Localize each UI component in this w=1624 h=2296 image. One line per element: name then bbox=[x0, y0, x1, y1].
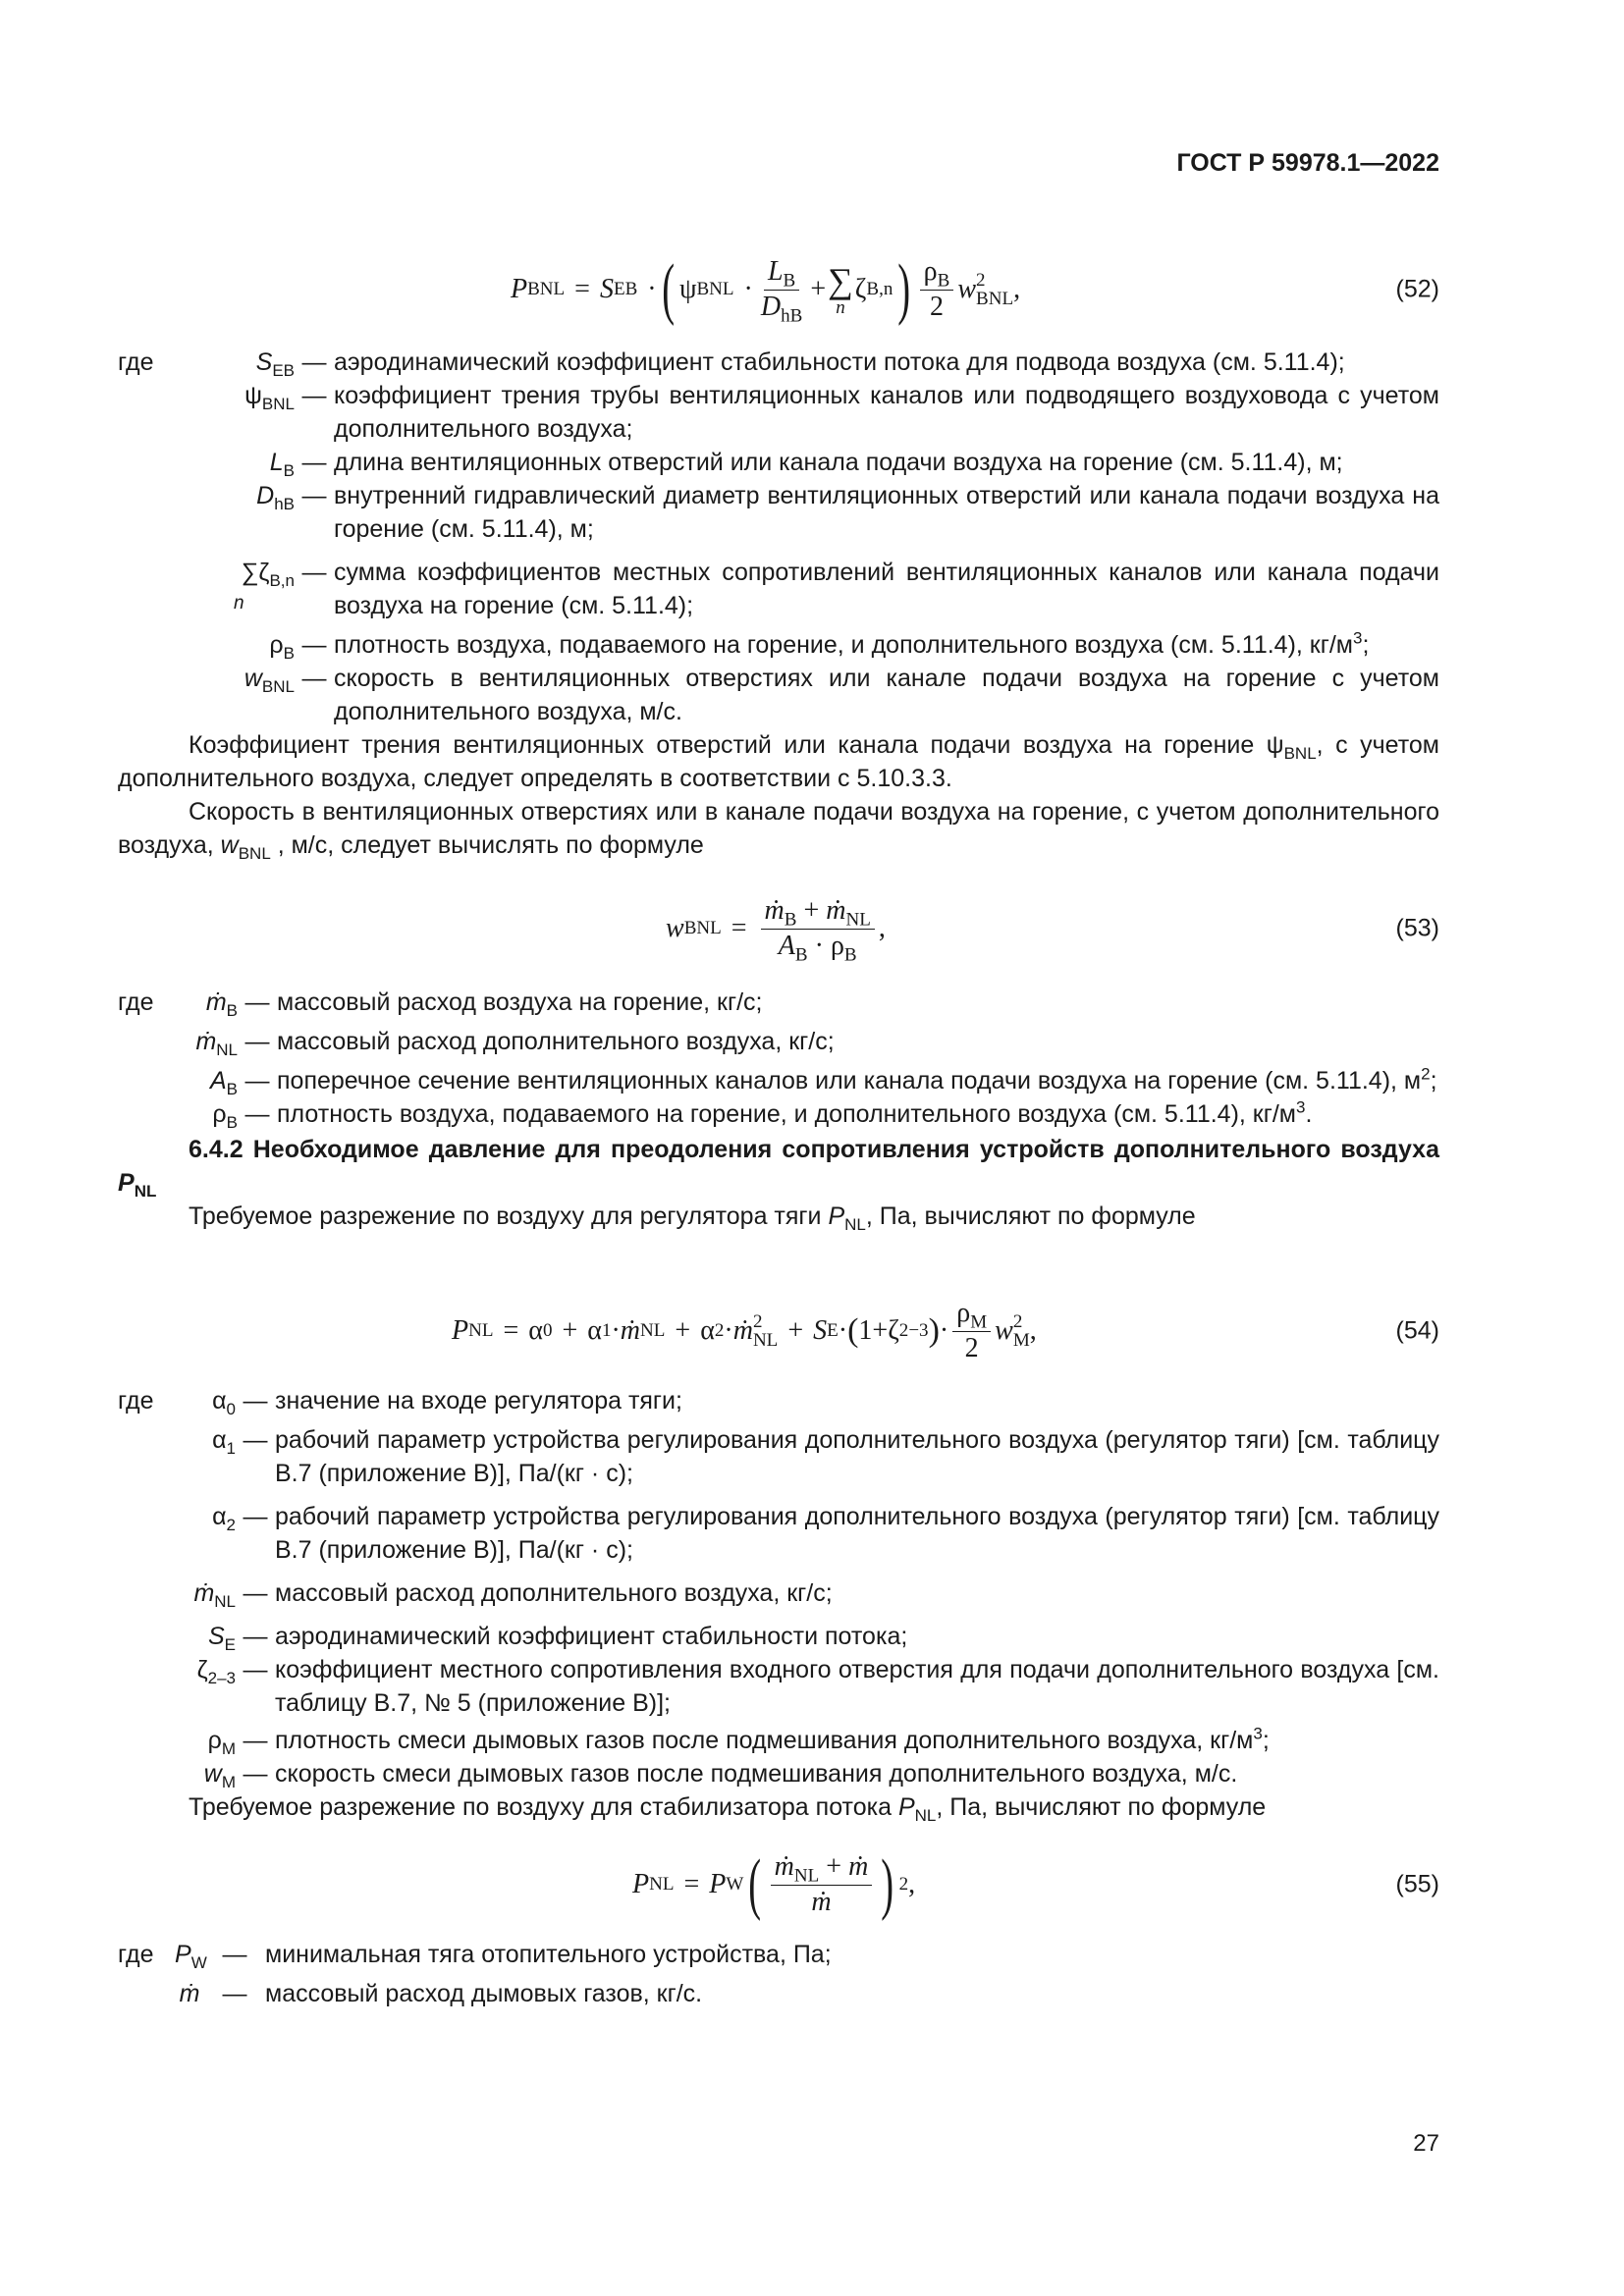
eq54-zeta: ζ bbox=[888, 1315, 899, 1346]
def-dash: — bbox=[222, 1980, 247, 2007]
def-dash: — bbox=[244, 1028, 270, 1055]
def-dash: — bbox=[243, 1426, 268, 1454]
section-title-text: 6.4.2 Необходимое давление для преодоления сопротивления устройств дополнительного воздуха bbox=[189, 1136, 1439, 1163]
para1-text-a: Коэффициент трения вентиляционных отверстий или канала подачи воздуха на горение ψ bbox=[189, 731, 1284, 759]
equation-55-number: (55) bbox=[1395, 1870, 1439, 1898]
definitions-52 bbox=[118, 346, 1439, 862]
paragraph-friction bbox=[118, 728, 1439, 795]
def-symbol: P bbox=[175, 1941, 191, 1968]
def-symbol: ρ bbox=[269, 631, 284, 659]
def-53-rho bbox=[118, 1097, 1439, 1131]
def-text-sup: 3 bbox=[1295, 1097, 1306, 1117]
para3-sub: NL bbox=[844, 1214, 866, 1234]
equation-53-number: (53) bbox=[1395, 914, 1439, 942]
eq54-plus-2: + bbox=[675, 1315, 691, 1346]
def-text: массовый расход дополнительного воздуха, кг/с; bbox=[277, 1028, 835, 1055]
def-54-alpha0 bbox=[118, 1384, 1439, 1417]
eq55-equals: = bbox=[683, 1869, 700, 1899]
eq54-w-sub: M bbox=[1012, 1330, 1030, 1351]
def-54-alpha1 bbox=[118, 1423, 1439, 1490]
eq54-dot-3: · bbox=[838, 1315, 848, 1346]
eq52-zeta: ζ bbox=[854, 274, 867, 304]
def-dash: — bbox=[243, 1623, 268, 1650]
def-54-w bbox=[118, 1757, 1439, 1790]
def-symbol: S bbox=[207, 1623, 225, 1650]
def-54-rho bbox=[118, 1724, 1439, 1757]
para2-text-b: , м/с, следует вычислять по формуле bbox=[270, 831, 704, 859]
para4-sub: NL bbox=[914, 1805, 937, 1825]
eq54-rho: ρ bbox=[956, 1297, 971, 1328]
eq54-m1: ṁ bbox=[620, 1315, 641, 1346]
where-label: где bbox=[118, 1387, 154, 1415]
para4-text-a: Требуемое разрежение по воздуху для стабилизатора потока bbox=[189, 1793, 898, 1821]
eq54-one: 1 bbox=[858, 1315, 873, 1346]
def-text: массовый расход дополнительного воздуха, кг/с; bbox=[275, 1579, 833, 1607]
def-text-end: ; bbox=[1430, 1067, 1437, 1095]
def-52-w bbox=[118, 662, 1439, 728]
paragraph-velocity bbox=[118, 795, 1439, 862]
def-54-mnl bbox=[118, 1576, 1439, 1610]
paragraph-flow-stabilizer bbox=[118, 1790, 1439, 1824]
def-symbol-sub: 2 bbox=[226, 1515, 236, 1534]
eq52-left-paren: ( bbox=[661, 251, 675, 327]
def-dash: — bbox=[243, 1579, 268, 1607]
def-symbol: ṁ bbox=[205, 988, 227, 1016]
page-number: 27 bbox=[1413, 2130, 1439, 2157]
eq54-lhs: P bbox=[452, 1315, 469, 1346]
eq52-d: D bbox=[760, 291, 782, 322]
def-55-pw bbox=[118, 1938, 1439, 1971]
def-symbol: A bbox=[209, 1067, 227, 1095]
section-title-sub: NL bbox=[134, 1181, 157, 1201]
equation-55 bbox=[118, 1845, 1439, 1924]
eq54-w-sup: 2 bbox=[1012, 1310, 1023, 1332]
eq54-equals: = bbox=[503, 1315, 519, 1346]
standard-header: ГОСТ Р 59978.1—2022 bbox=[1176, 149, 1439, 177]
def-symbol-sub: 1 bbox=[226, 1438, 236, 1458]
def-52-l bbox=[118, 446, 1439, 479]
eq53-rho: ρ bbox=[830, 930, 844, 961]
def-text-sup: 2 bbox=[1421, 1064, 1431, 1084]
equation-54-expression: P NL = α 0 + α 1 · ṁ NL + α 2 · ṁ 2 NL + S E · ( 1 + ζ 2−3 ) · $\frac{\rho_M}{2}$ w 2 M , bbox=[452, 1297, 1037, 1363]
eq55-p: P bbox=[709, 1869, 727, 1899]
eq52-rho: ρ bbox=[923, 255, 938, 287]
eq52-l-sub: B bbox=[783, 270, 796, 292]
def-53-mnl bbox=[118, 1025, 1439, 1058]
def-dash: — bbox=[301, 449, 327, 476]
eq54-m2: ṁ bbox=[732, 1315, 753, 1346]
def-dash: — bbox=[244, 1067, 270, 1095]
def-text-end: ; bbox=[1362, 631, 1370, 659]
eq54-plus-4: + bbox=[872, 1315, 889, 1346]
def-symbol-sub: M bbox=[221, 1772, 236, 1791]
def-52-sum-zeta bbox=[118, 556, 1439, 622]
def-52-psi bbox=[118, 379, 1439, 446]
para2-sub: BNL bbox=[238, 843, 271, 863]
eq55-m3: ṁ bbox=[811, 1886, 832, 1917]
def-dash: — bbox=[243, 1760, 268, 1788]
def-52-s-eb bbox=[118, 346, 1439, 379]
def-52-rho bbox=[118, 628, 1439, 662]
eq53-a-sub: B bbox=[794, 944, 808, 966]
eq55-comma: , bbox=[908, 1869, 916, 1899]
def-53-mb bbox=[118, 986, 1439, 1019]
def-text: массовый расход дымовых газов, кг/с. bbox=[265, 1980, 703, 2007]
eq52-two: 2 bbox=[930, 291, 944, 322]
eq53-equals: = bbox=[731, 913, 747, 943]
eq53-a: A bbox=[778, 930, 795, 961]
eq52-rho-sub: B bbox=[937, 270, 950, 292]
where-label: где bbox=[118, 1941, 154, 1968]
paragraph-draft-regulator bbox=[118, 1200, 1439, 1233]
def-text: плотность смеси дымовых газов после подмешивания дополнительного воздуха, кг/м bbox=[275, 1727, 1254, 1754]
def-53-ab bbox=[118, 1064, 1439, 1097]
eq52-fraction-l-d bbox=[757, 255, 806, 327]
def-text: плотность воздуха, подаваемого на горение, и дополнительного воздуха (см. 5.11.4), кг/м bbox=[334, 631, 1353, 659]
def-symbol: α bbox=[212, 1503, 227, 1530]
def-54-se bbox=[118, 1620, 1439, 1653]
eq52-sum: ∑ n bbox=[828, 260, 853, 318]
def-text: плотность воздуха, подаваемого на горение, и дополнительного воздуха (см. 5.11.4), кг/м bbox=[277, 1100, 1296, 1128]
def-symbol-sub: E bbox=[224, 1634, 236, 1654]
def-symbol: ψ bbox=[244, 382, 262, 409]
eq55-left-paren: ( bbox=[748, 1846, 762, 1922]
eq53-lhs: w bbox=[666, 913, 684, 943]
def-55-m bbox=[118, 1977, 1439, 2010]
eq52-s: S bbox=[599, 274, 614, 304]
document-page bbox=[118, 0, 1439, 2296]
def-symbol: ρ bbox=[212, 1100, 227, 1128]
eq53-rho-sub: B bbox=[843, 944, 857, 966]
eq54-alpha2: α bbox=[700, 1315, 715, 1346]
para3-text-a: Требуемое разрежение по воздуху для регулятора тяги bbox=[189, 1202, 829, 1230]
def-dash: — bbox=[244, 1100, 270, 1128]
eq53-plus: + bbox=[803, 894, 820, 926]
def-text: длина вентиляционных отверстий или канала подачи воздуха на горение (см. 5.11.4), м; bbox=[334, 449, 1343, 476]
eq54-plus-1: + bbox=[562, 1315, 578, 1346]
section-6-4-2-title bbox=[118, 1133, 1439, 1200]
def-symbol: ṁ bbox=[193, 1579, 215, 1607]
def-symbol: α bbox=[212, 1426, 227, 1454]
eq52-psi: ψ bbox=[678, 274, 697, 304]
para3-p: P bbox=[828, 1202, 845, 1230]
def-dash: — bbox=[243, 1503, 268, 1530]
section-title-symbol: P bbox=[118, 1169, 135, 1197]
eq54-alpha0: α bbox=[528, 1315, 543, 1346]
eq54-plus-3: + bbox=[787, 1315, 804, 1346]
def-symbol: ζ bbox=[196, 1656, 208, 1683]
para2-w: w bbox=[220, 831, 239, 859]
eq52-fraction-rho bbox=[920, 257, 954, 323]
definitions-54 bbox=[118, 1384, 1439, 1824]
def-text-end: . bbox=[1305, 1100, 1313, 1128]
eq52-sum-limit: n bbox=[836, 296, 845, 318]
def-dash: — bbox=[301, 482, 327, 509]
para3-text-b: , Па, вычисляют по формуле bbox=[865, 1202, 1196, 1230]
def-symbol: D bbox=[256, 482, 275, 509]
eq52-lhs: P bbox=[511, 274, 528, 304]
eq52-plus: + bbox=[810, 274, 827, 304]
def-54-alpha2 bbox=[118, 1500, 1439, 1567]
eq52-w-sub: BNL bbox=[976, 289, 1014, 309]
para1-text-b: , с учетом дополнительного воздуха, следует определять в соответствии с 5.10.3.3. bbox=[118, 731, 1439, 792]
def-symbol-sub: M bbox=[221, 1738, 236, 1758]
def-symbol-sub: 2–3 bbox=[207, 1668, 236, 1687]
equation-52-expression: P BNL = S EB · ( ψ BNL · $\frac{L_B}{D_{hB}}$ + ∑ n ζ B,n ) $\frac{\rho_B}{2}$ w 2 BNL , bbox=[511, 251, 1021, 327]
def-symbol-sub: EB bbox=[272, 360, 295, 380]
def-text: скорость в вентиляционных отверстиях или канале подачи воздуха на горение с учетом дополнительного воздуха, м/с. bbox=[334, 665, 1439, 725]
def-text-end: ; bbox=[1262, 1727, 1270, 1754]
eq54-two: 2 bbox=[964, 1332, 979, 1363]
def-text: рабочий параметр устройства регулирования дополнительного воздуха (регулятор тяги) [см. таблицу В.7 (приложение В)], Па/(кг · с); bbox=[275, 1503, 1439, 1564]
eq54-w: w bbox=[995, 1315, 1013, 1346]
eq53-comma: , bbox=[878, 913, 886, 943]
eq52-l: L bbox=[767, 255, 784, 287]
eq54-alpha1: α bbox=[587, 1315, 602, 1346]
def-text-sup: 3 bbox=[1352, 628, 1363, 648]
equation-54-number: (54) bbox=[1395, 1316, 1439, 1345]
def-symbol: S bbox=[255, 348, 273, 376]
eq55-m1: ṁ bbox=[774, 1850, 794, 1882]
def-symbol-sub: NL bbox=[214, 1591, 236, 1611]
def-52-d bbox=[118, 479, 1439, 546]
eq55-right-paren: ) bbox=[881, 1846, 894, 1922]
eq55-m2: ṁ bbox=[848, 1850, 869, 1882]
eq54-s: S bbox=[813, 1315, 828, 1346]
eq55-fraction bbox=[771, 1852, 873, 1918]
def-dash: — bbox=[243, 1656, 268, 1683]
def-text-sup: 3 bbox=[1253, 1724, 1263, 1743]
def-dash: — bbox=[301, 631, 327, 659]
eq55-m1-sub: NL bbox=[793, 1865, 820, 1887]
def-symbol: ṁ bbox=[179, 1980, 200, 2007]
def-text: рабочий параметр устройства регулирования дополнительного воздуха (регулятор тяги) [см. таблицу В.7 (приложение В)], Па/(кг · с); bbox=[275, 1426, 1439, 1487]
def-dash: — bbox=[243, 1727, 268, 1754]
eq55-lhs: P bbox=[632, 1869, 650, 1899]
def-symbol-sub: 0 bbox=[226, 1399, 236, 1418]
eq54-comma: , bbox=[1029, 1315, 1037, 1346]
def-dash: — bbox=[301, 348, 327, 376]
def-symbol: ṁ bbox=[195, 1028, 217, 1055]
eq52-dot: · bbox=[647, 274, 657, 304]
def-symbol: L bbox=[269, 449, 284, 476]
def-text: массовый расход воздуха на горение, кг/с; bbox=[277, 988, 763, 1016]
def-symbol-sub: hB bbox=[274, 494, 295, 513]
eq54-m2-sub: NL bbox=[752, 1330, 779, 1351]
def-symbol-sub: B bbox=[226, 1112, 238, 1132]
def-text: аэродинамический коэффициент стабильности потока; bbox=[275, 1623, 908, 1650]
definitions-55 bbox=[118, 1938, 1439, 2010]
def-symbol: α bbox=[212, 1387, 227, 1415]
def-symbol-sub: B bbox=[283, 460, 295, 480]
def-text: скорость смеси дымовых газов после подмешивания дополнительного воздуха, м/с. bbox=[275, 1760, 1238, 1788]
para4-text-b: , Па, вычисляют по формуле bbox=[936, 1793, 1267, 1821]
para4-p: P bbox=[897, 1793, 915, 1821]
def-symbol-sub: NL bbox=[216, 1040, 238, 1059]
eq55-plus: + bbox=[826, 1850, 842, 1882]
def-54-zeta bbox=[118, 1653, 1439, 1720]
def-symbol-sub: B bbox=[226, 1079, 238, 1098]
def-text: аэродинамический коэффициент стабильности потока для подвода воздуха (см. 5.11.4); bbox=[334, 348, 1345, 376]
def-symbol: w bbox=[203, 1760, 222, 1788]
definitions-53 bbox=[118, 986, 1439, 1233]
eq53-m1: ṁ bbox=[764, 894, 785, 926]
eq52-right-paren: ) bbox=[897, 251, 911, 327]
eq53-m2: ṁ bbox=[826, 894, 846, 926]
eq54-fraction bbox=[952, 1299, 991, 1364]
def-symbol-sub: BNL bbox=[261, 394, 295, 413]
eq52-d-sub: hB bbox=[781, 305, 803, 327]
eq54-m2-sup: 2 bbox=[752, 1310, 763, 1332]
para2-text-a: Скорость в вентиляционных отверстиях или в канале подачи воздуха на горение, с учетом дополнительного воздуха, bbox=[118, 798, 1439, 859]
def-symbol: w bbox=[244, 665, 262, 692]
eq53-dot: · bbox=[814, 930, 824, 961]
def-text: коэффициент местного сопротивления входного отверстия для подачи дополнительного воздуха [см. таблицу В.7, № 5 (приложение В)]; bbox=[275, 1656, 1439, 1717]
equation-52-number: (52) bbox=[1395, 275, 1439, 303]
def-text: значение на входе регулятора тяги; bbox=[275, 1387, 682, 1415]
eq52-dot-2: · bbox=[743, 274, 753, 304]
eq52-comma: , bbox=[1013, 274, 1021, 304]
para1-sub: BNL bbox=[1283, 743, 1317, 763]
eq54-dot-4: · bbox=[939, 1315, 949, 1346]
where-label: где bbox=[118, 988, 154, 1016]
equation-55-expression: P NL = P W ( $\frac{ṁ_{NL} + ṁ}{\text{ṁ}}$ ) 2 , bbox=[632, 1846, 916, 1922]
def-symbol: ∑ζ bbox=[241, 559, 270, 586]
eq53-m1-sub: B bbox=[784, 909, 797, 931]
def-symbol-sub: B bbox=[283, 643, 295, 663]
eq52-equals: = bbox=[574, 274, 590, 304]
eq52-w-sup: 2 bbox=[976, 269, 986, 291]
eq53-m2-sub: NL bbox=[845, 909, 871, 931]
def-dash: — bbox=[301, 559, 327, 586]
def-dash: — bbox=[301, 382, 327, 409]
eq54-rho-sub: M bbox=[970, 1311, 988, 1333]
equation-52 bbox=[118, 250, 1439, 329]
eq54-dot-1: · bbox=[611, 1315, 621, 1346]
def-text: минимальная тяга отопительного устройства, Па; bbox=[265, 1941, 832, 1968]
where-label: где bbox=[118, 348, 154, 376]
eq52-w: w bbox=[957, 274, 977, 304]
def-text: сумма коэффициентов местных сопротивлений вентиляционных каналов или канала подачи воздуха на горение (см. 5.11.4); bbox=[334, 559, 1439, 619]
equation-53 bbox=[118, 893, 1439, 964]
def-symbol-sub: W bbox=[190, 1952, 207, 1972]
def-text: коэффициент трения трубы вентиляционных каналов или подводящего воздуховода с учетом дополнительного воздуха; bbox=[334, 382, 1439, 443]
def-text: внутренний гидравлический диаметр вентиляционных отверстий или канала подачи воздуха на горение (см. 5.11.4), м; bbox=[334, 482, 1439, 543]
def-symbol: ρ bbox=[207, 1727, 222, 1754]
def-text: поперечное сечение вентиляционных каналов или канала подачи воздуха на горение (см. 5.11.4), м bbox=[277, 1067, 1422, 1095]
def-symbol-sub: B,n bbox=[269, 570, 295, 590]
eq54-dot-2: · bbox=[724, 1315, 733, 1346]
def-dash: — bbox=[222, 1941, 247, 1968]
def-dash: — bbox=[301, 665, 327, 692]
equation-54 bbox=[118, 1296, 1439, 1366]
def-symbol-sub: B bbox=[226, 1000, 238, 1020]
equation-53-expression: w BNL = $\frac{ṁ_B + ṁ_{NL}}{A_B \cdot \rho_B}$ , bbox=[666, 894, 886, 966]
def-dash: — bbox=[243, 1387, 268, 1415]
def-symbol-sub: BNL bbox=[261, 676, 295, 696]
def-dash: — bbox=[244, 988, 270, 1016]
def-sum-limit: n bbox=[234, 593, 244, 614]
